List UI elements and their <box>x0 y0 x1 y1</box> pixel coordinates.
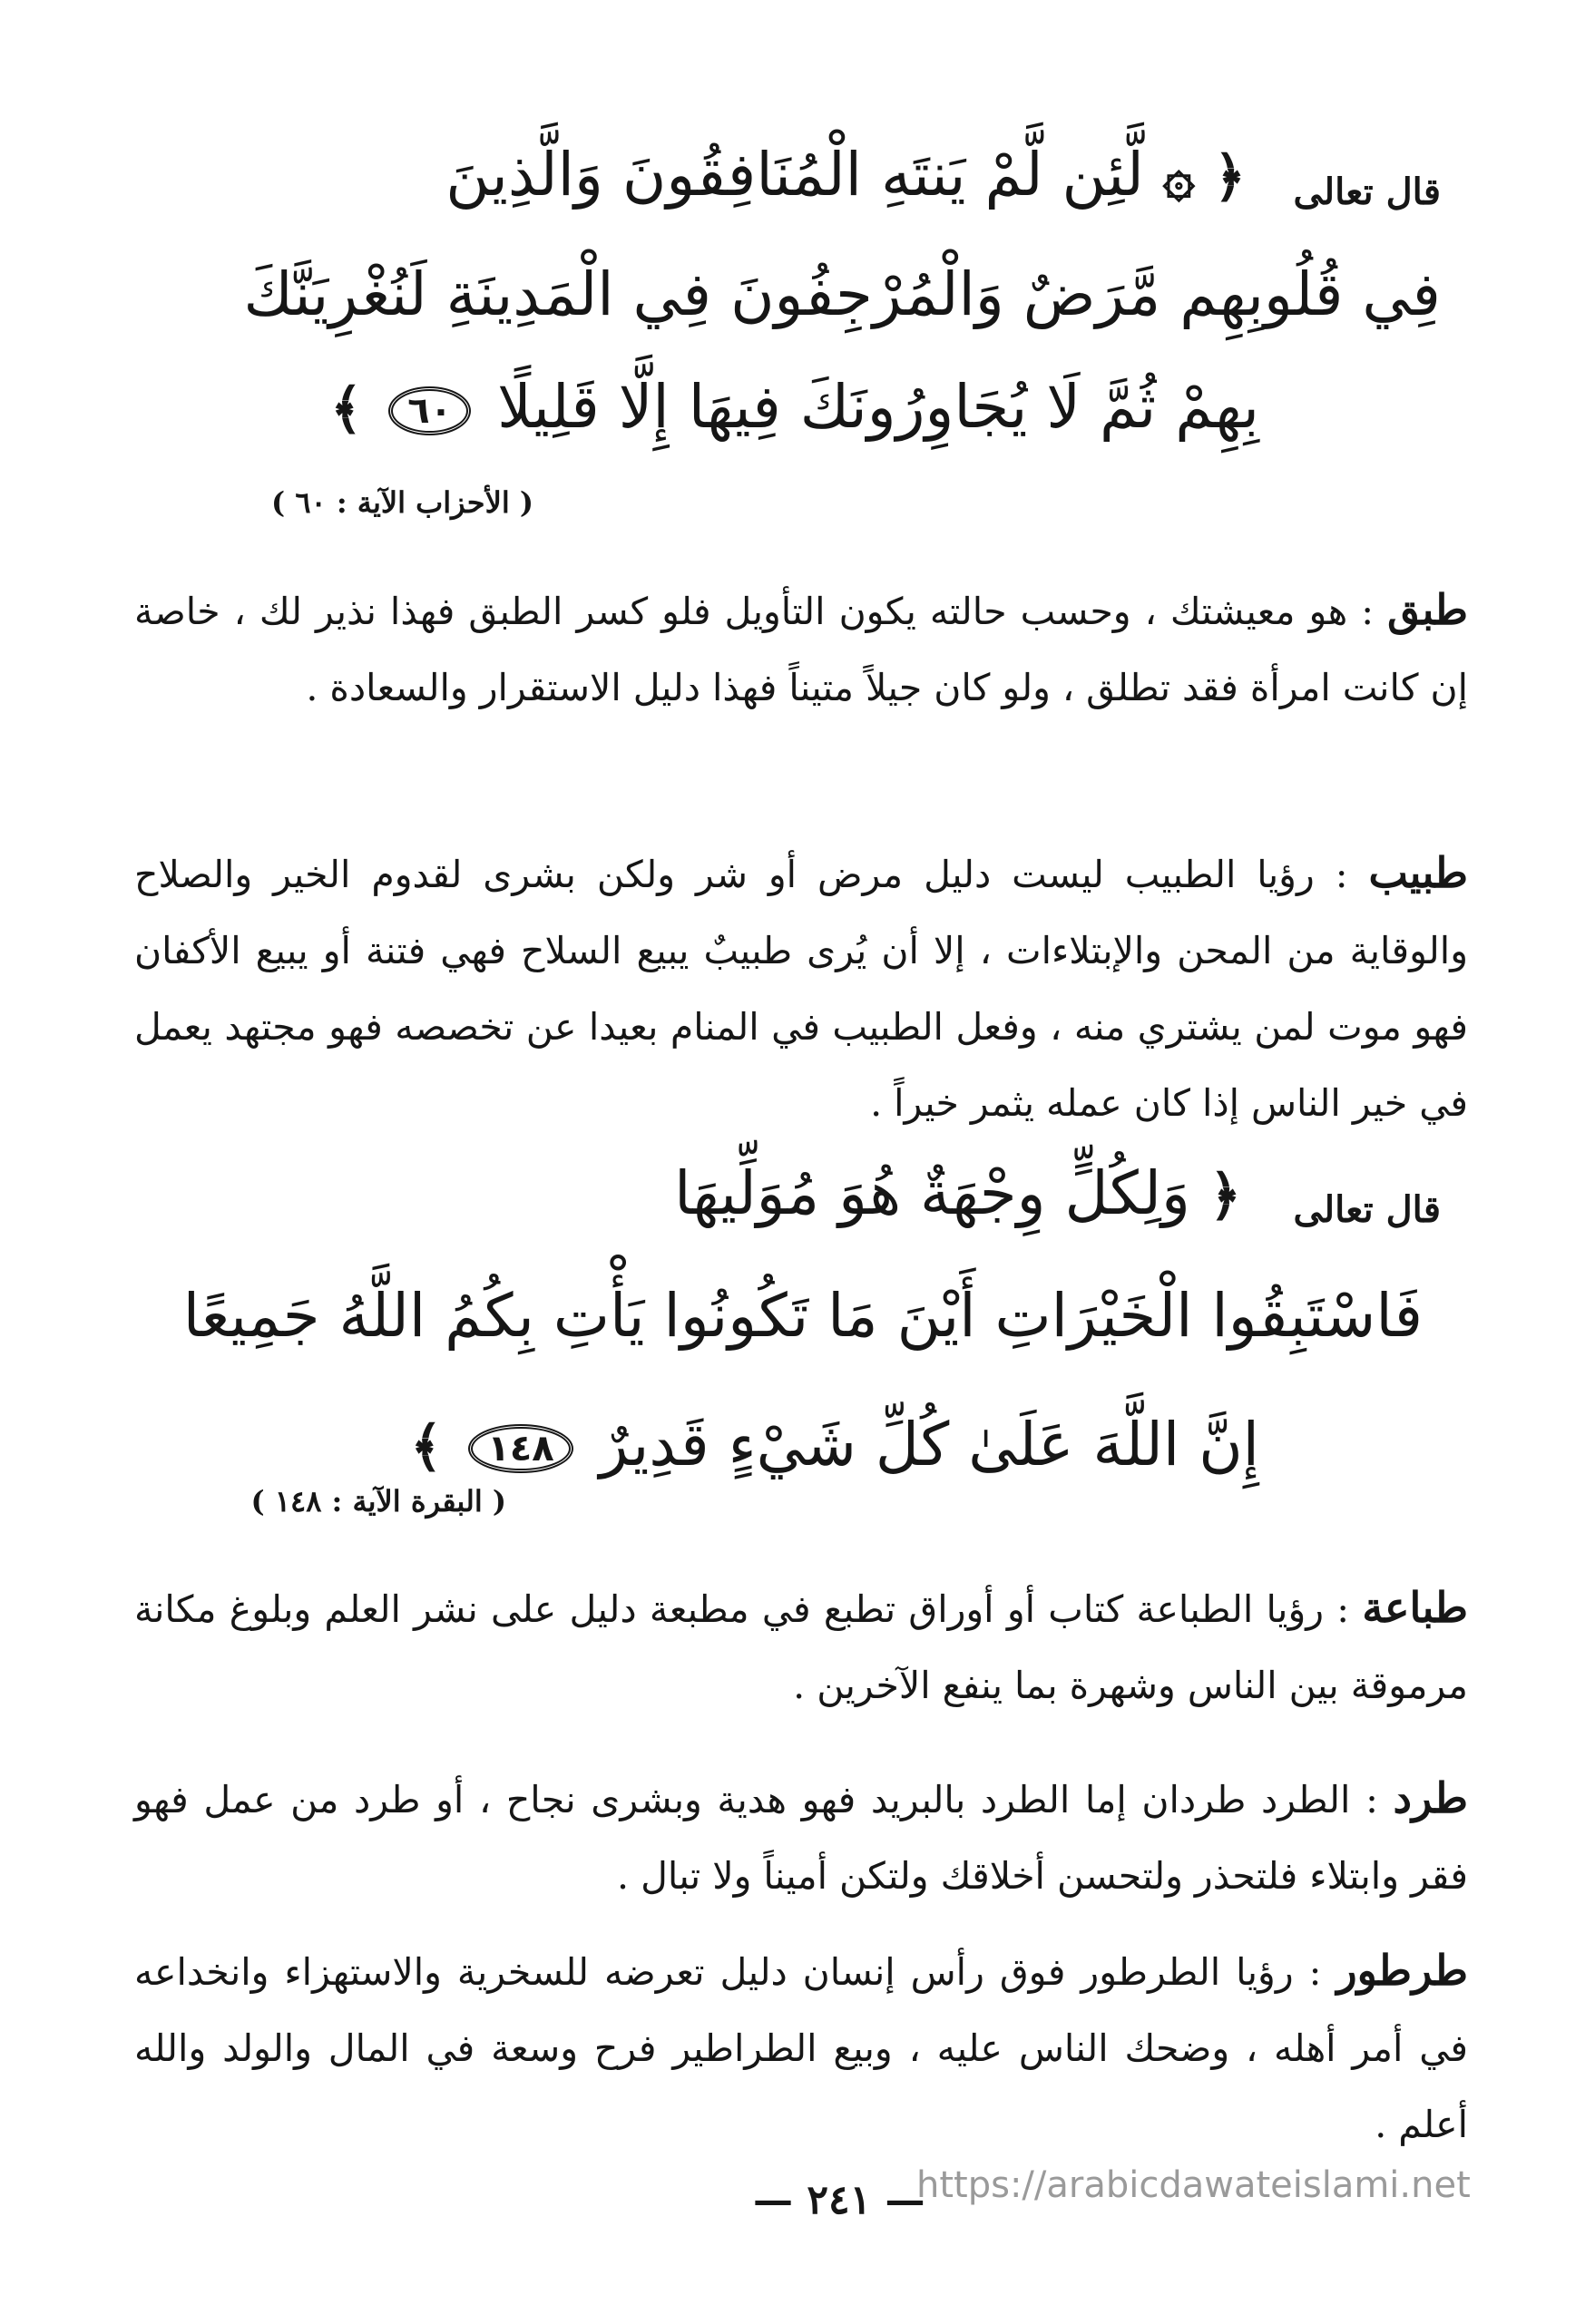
verse1-intro: قال تعالى <box>1293 171 1441 213</box>
verse2-line-1-text: وَلِكُلٍّ وِجْهَةٌ هُوَ مُوَلِّيهَا <box>674 1158 1190 1228</box>
entry-tibaa <box>134 1569 1468 1723</box>
verse1-line-1 <box>445 140 1246 210</box>
entry-tabib <box>134 835 1468 1141</box>
verse1-line-3 <box>330 372 1259 442</box>
verse1-reference: ( الأحزاب الآية : ٦٠ ) <box>271 485 533 520</box>
verse2-line-2 <box>182 1281 1423 1351</box>
ayah-number-marker: ١٤٨ <box>468 1424 572 1473</box>
entry-term: طرطور <box>1336 1946 1468 1995</box>
verse2-intro: قال تعالى <box>1293 1188 1441 1231</box>
entry-term: طبيب <box>1368 848 1468 897</box>
verse2-reference: ( البقرة الآية : ١٤٨ ) <box>250 1484 506 1518</box>
ornate-bracket-open-icon: ﴿ <box>1208 1164 1241 1227</box>
entry-tabaq <box>134 571 1468 726</box>
verse2-line-3 <box>410 1410 1259 1479</box>
ornate-bracket-open-icon: ﴿ ۞ <box>1162 145 1246 209</box>
entry-text: : رؤيا الطبيب ليست دليل مرض أو شر ولكن بشرى لقدوم الخير والصلاح والوقاية من المحن والإبتلاءات ، إلا أن يُرى طبيبٌ يبيع السلاح فهي فتنة أو يبيع الأكفان فهو موت لمن يشتري منه ، وفعل الطبيب في المنام بعيدا عن تخصصه فهو مجتهد يعمل في خير الناس إذا كان عمله يثمر خيراً . <box>134 853 1468 1125</box>
ornate-bracket-close-icon: ﴾ <box>410 1415 443 1479</box>
entry-text: : رؤيا الطباعة كتاب أو أوراق تطبع في مطبعة دليل على نشر العلم وبلوغ مكانة مرموقة بين الناس وشهرة بما ينفع الآخرين . <box>134 1587 1468 1707</box>
page-number: — ٢٤١ — <box>753 2177 925 2223</box>
entry-term: طرد <box>1393 1773 1468 1822</box>
verse2-line-3-text: إِنَّ اللَّهَ عَلَىٰ كُلِّ شَيْءٍ قَدِيرٌ <box>599 1410 1259 1479</box>
entry-term: طبق <box>1387 585 1468 634</box>
verse2-line-1 <box>674 1158 1241 1228</box>
verse1-line-3-text: بِهِمْ ثُمَّ لَا يُجَاوِرُونَكَ فِيهَا إِلَّا قَلِيلًا <box>497 372 1259 442</box>
entry-term: طباعة <box>1362 1583 1468 1632</box>
verse1-line-1-text: لَّئِن لَّمْ يَنتَهِ الْمُنَافِقُونَ وَالَّذِينَ <box>445 140 1144 210</box>
entry-text: : الطرد طردان إما الطرد بالبريد فهو هدية وبشرى نجاح ، أو طرد من عمل فهو فقر وابتلاء فلتحذر ولتحسن أخلاقك ولتكن أميناً ولا تبال . <box>134 1778 1468 1898</box>
verse1-line-2 <box>243 259 1441 329</box>
verse1-line-2-text: فِي قُلُوبِهِم مَّرَضٌ وَالْمُرْجِفُونَ فِي الْمَدِينَةِ لَنُغْرِيَنَّكَ <box>243 259 1441 329</box>
entry-tard <box>134 1760 1468 1914</box>
entry-text: : هو معيشتك ، وحسب حالته يكون التأويل فلو كسر الطبق فهذا نذير لك ، خاصة إن كانت امرأة فقد تطلق ، ولو كان جيلاً متيناً فهذا دليل الاستقرار والسعادة . <box>134 590 1468 709</box>
entry-tartur <box>134 1932 1468 2163</box>
ayah-number-marker: ٦٠ <box>388 386 471 435</box>
entry-text: : رؤيا الطرطور فوق رأس إنسان دليل تعرضه للسخرية والاستهزاء وانخداعه في أمر أهله ، وضحك الناس عليه ، وبيع الطراطير فرح وسعة في المال والولد والله أعلم . <box>134 1950 1468 2146</box>
verse2-line-2-text: فَاسْتَبِقُوا الْخَيْرَاتِ أَيْنَ مَا تَكُونُوا يَأْتِ بِكُمُ اللَّهُ جَمِيعًا <box>182 1281 1423 1351</box>
watermark-url: https://arabicdawateislami.net <box>916 2164 1471 2206</box>
ornate-bracket-close-icon: ﴾ <box>330 377 363 441</box>
